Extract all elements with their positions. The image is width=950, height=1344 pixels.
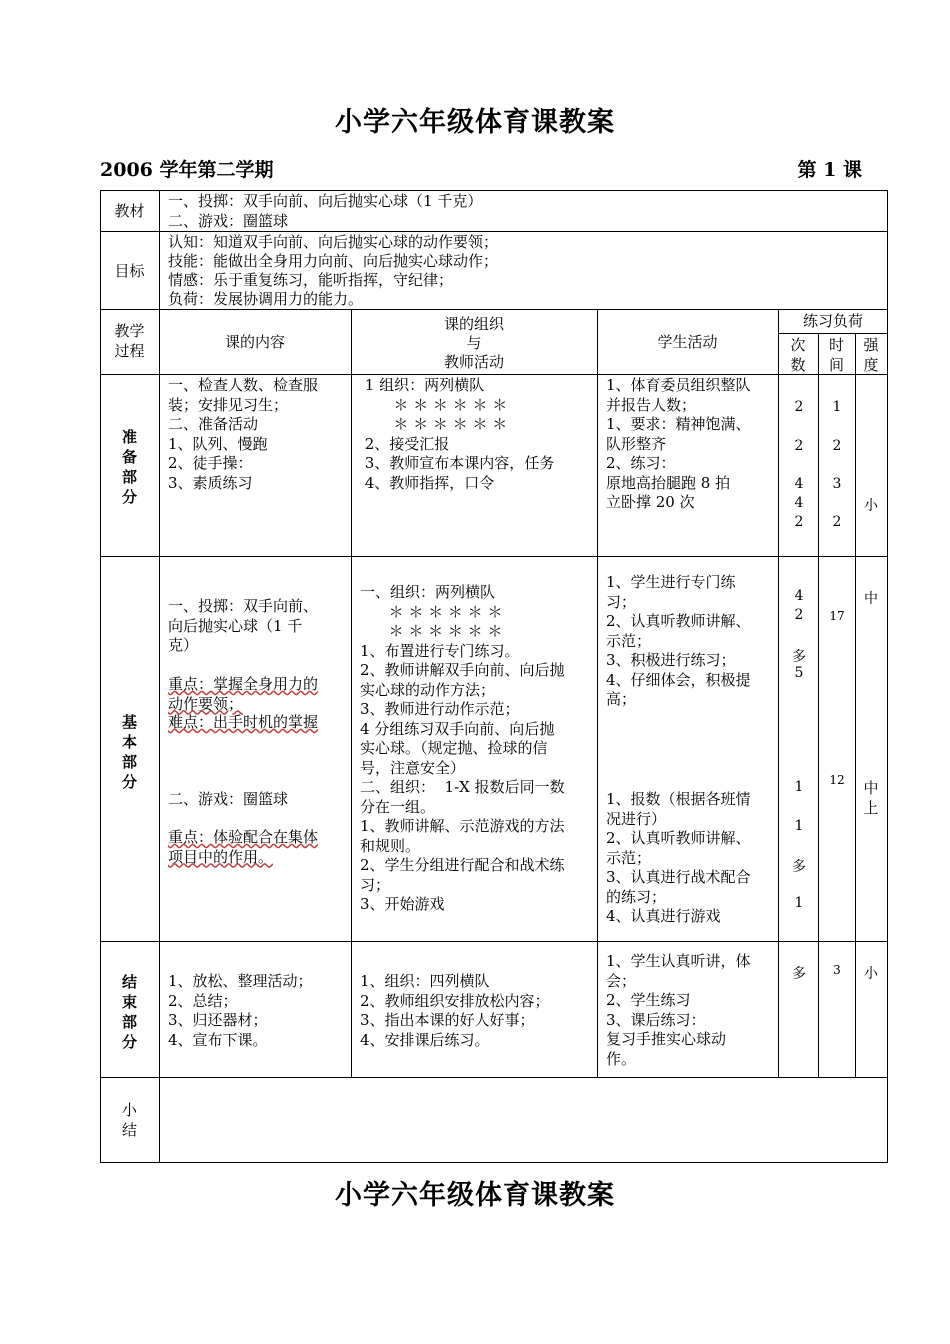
header-org-1: 课的组织 <box>443 315 504 333</box>
mubiao-line-2: 技能：能做出全身用力向前、向后抛实心球动作； <box>168 252 499 270</box>
header-org-2: 与 <box>466 334 482 352</box>
end-duration: 3 <box>833 963 841 977</box>
basic-times-1: 4 <box>794 588 804 604</box>
mubiao-line-4: 负荷：发展协调用力的能力。 <box>168 290 364 308</box>
basic-difficulty: 难点：出手时机的掌握 <box>168 713 319 731</box>
basic-content-1: 一、投掷：双手向前、 向后抛实心球（1 千 克） <box>168 597 319 654</box>
lesson-number: 第 1 课 <box>797 159 862 181</box>
header-load: 练习负荷 <box>802 312 863 330</box>
semester-label: 2006 学年第二学期 <box>100 159 274 181</box>
basic-intensity-2: 中 上 <box>863 779 879 817</box>
basic-times-3: 多 <box>792 649 806 665</box>
prep-intensity: 小 <box>864 498 878 514</box>
prep-duration-1: 1 <box>832 399 842 415</box>
end-content: 1、放松、整理活动； 2、总结； 3、归还器材； 4、宣布下课。 <box>168 972 313 1049</box>
end-label: 结 束 部 分 <box>121 973 137 1051</box>
end-student: 1、学生认真听讲，体 会； 2、学生练习 3、课后练习： 复习手推实心球动 作。 <box>606 952 751 1068</box>
prep-student: 1、体育委员组织整队 并报告人数； 1、要求：精神饱满、 队形整齐 2、练习： 原地高抬腿跑 8 拍 立卧撑 20 次 <box>606 376 751 511</box>
basic-key-point: 重点：掌握全身用力的 动作要领； <box>168 675 319 713</box>
prep-times-3: 4 <box>794 476 804 492</box>
basic-student-2: 1、报数（根据各班情 况进行） 2、认真听教师讲解、 示范； 3、认真进行战术配合 的练习； 4、认真进行游戏 <box>606 790 751 925</box>
end-times: 多 <box>792 966 806 982</box>
basic-times-8: 1 <box>794 895 804 911</box>
basic-content-2: 二、游戏：圈篮球 <box>168 790 289 808</box>
basic-org: 一、组织：两列横队 ＊ ＊ ＊ ＊ ＊ ＊ ＊ ＊ ＊ ＊ ＊ ＊ 1、布置进行专门练习。 2、教师讲解双手向前、向后抛 实心球的动作方法； 3、教师进行动作示范； 4 分组练习双手向前、向后抛 实心球。（规定抛、捡球的信 号，注意安全） 二、组织： 1-X 报数后同一数 分在一组。 1、教师讲解、示范游戏的方法 和规则。 2、学生分组进行配合和战术练 习； 3、开始游戏 <box>360 583 565 913</box>
basic-times-6: 1 <box>794 818 804 834</box>
basic-student-1: 1、学生进行专门练 习； 2、认真听教师讲解、 示范； 3、积极进行练习； 4、仔细体会，积极提 高； <box>606 573 751 708</box>
basic-intensity-1: 中 <box>864 591 878 607</box>
basic-duration-2: 12 <box>829 773 845 787</box>
prep-org: 1 组织：两列横队 ＊ ＊ ＊ ＊ ＊ ＊ ＊ ＊ ＊ ＊ ＊ ＊ 2、接受汇报 3、教师宣布本课内容，任务 4、教师指挥，口令 <box>364 376 555 492</box>
basic-key-point-2: 重点：体验配合在集体 项目中的作用。 <box>168 828 319 866</box>
jiaocai-line-1: 一、投掷：双手向前、向后抛实心球（1 千克） <box>168 192 483 210</box>
basic-label: 基 本 部 分 <box>121 713 137 791</box>
page-title: 小学六年级体育课教案 <box>335 107 615 138</box>
prep-duration-4: 2 <box>832 514 842 530</box>
jiaocai-line-2: 二、游戏：圈篮球 <box>168 212 289 230</box>
header-process: 教学 过程 <box>114 322 145 360</box>
basic-times-2: 2 <box>794 607 804 623</box>
prep-duration-3: 3 <box>832 476 842 492</box>
prep-content: 一、检查人数、检查服 装；安排见习生； 二、准备活动 1、队列、慢跑 2、徒手操： 3、素质练习 <box>168 376 319 492</box>
prep-times-1: 2 <box>794 399 804 415</box>
prep-label: 准 备 部 分 <box>121 428 137 506</box>
mubiao-line-3: 情感：乐于重复练习，能听指挥，守纪律； <box>168 271 454 289</box>
basic-duration-1: 17 <box>829 609 845 623</box>
jiaocai-label: 教材 <box>114 202 145 220</box>
header-student: 学生活动 <box>657 333 718 351</box>
header-intensity: 强 度 <box>863 336 879 374</box>
header-times: 次 数 <box>790 336 806 374</box>
header-content: 课的内容 <box>224 333 285 351</box>
mubiao-label: 目标 <box>114 262 145 280</box>
prep-times-2: 2 <box>794 438 804 454</box>
basic-times-5: 1 <box>794 779 804 795</box>
prep-times-4: 4 <box>794 495 804 511</box>
mubiao-line-1: 认知：知道双手向前、向后抛实心球的动作要领； <box>168 233 499 251</box>
end-intensity: 小 <box>864 966 878 982</box>
basic-times-4: 5 <box>794 665 804 681</box>
summary-label: 小 结 <box>121 1101 137 1139</box>
page-title-repeat: 小学六年级体育课教案 <box>335 1180 615 1211</box>
end-org: 1、组织：四列横队 2、教师组织安排放松内容； 3、指出本课的好人好事； 4、安排课后练习。 <box>360 972 550 1049</box>
basic-times-7: 多 <box>792 859 806 875</box>
prep-duration-2: 2 <box>832 438 842 454</box>
prep-times-5: 2 <box>794 514 804 530</box>
header-duration: 时 间 <box>828 336 844 374</box>
header-org-3: 教师活动 <box>443 353 504 371</box>
